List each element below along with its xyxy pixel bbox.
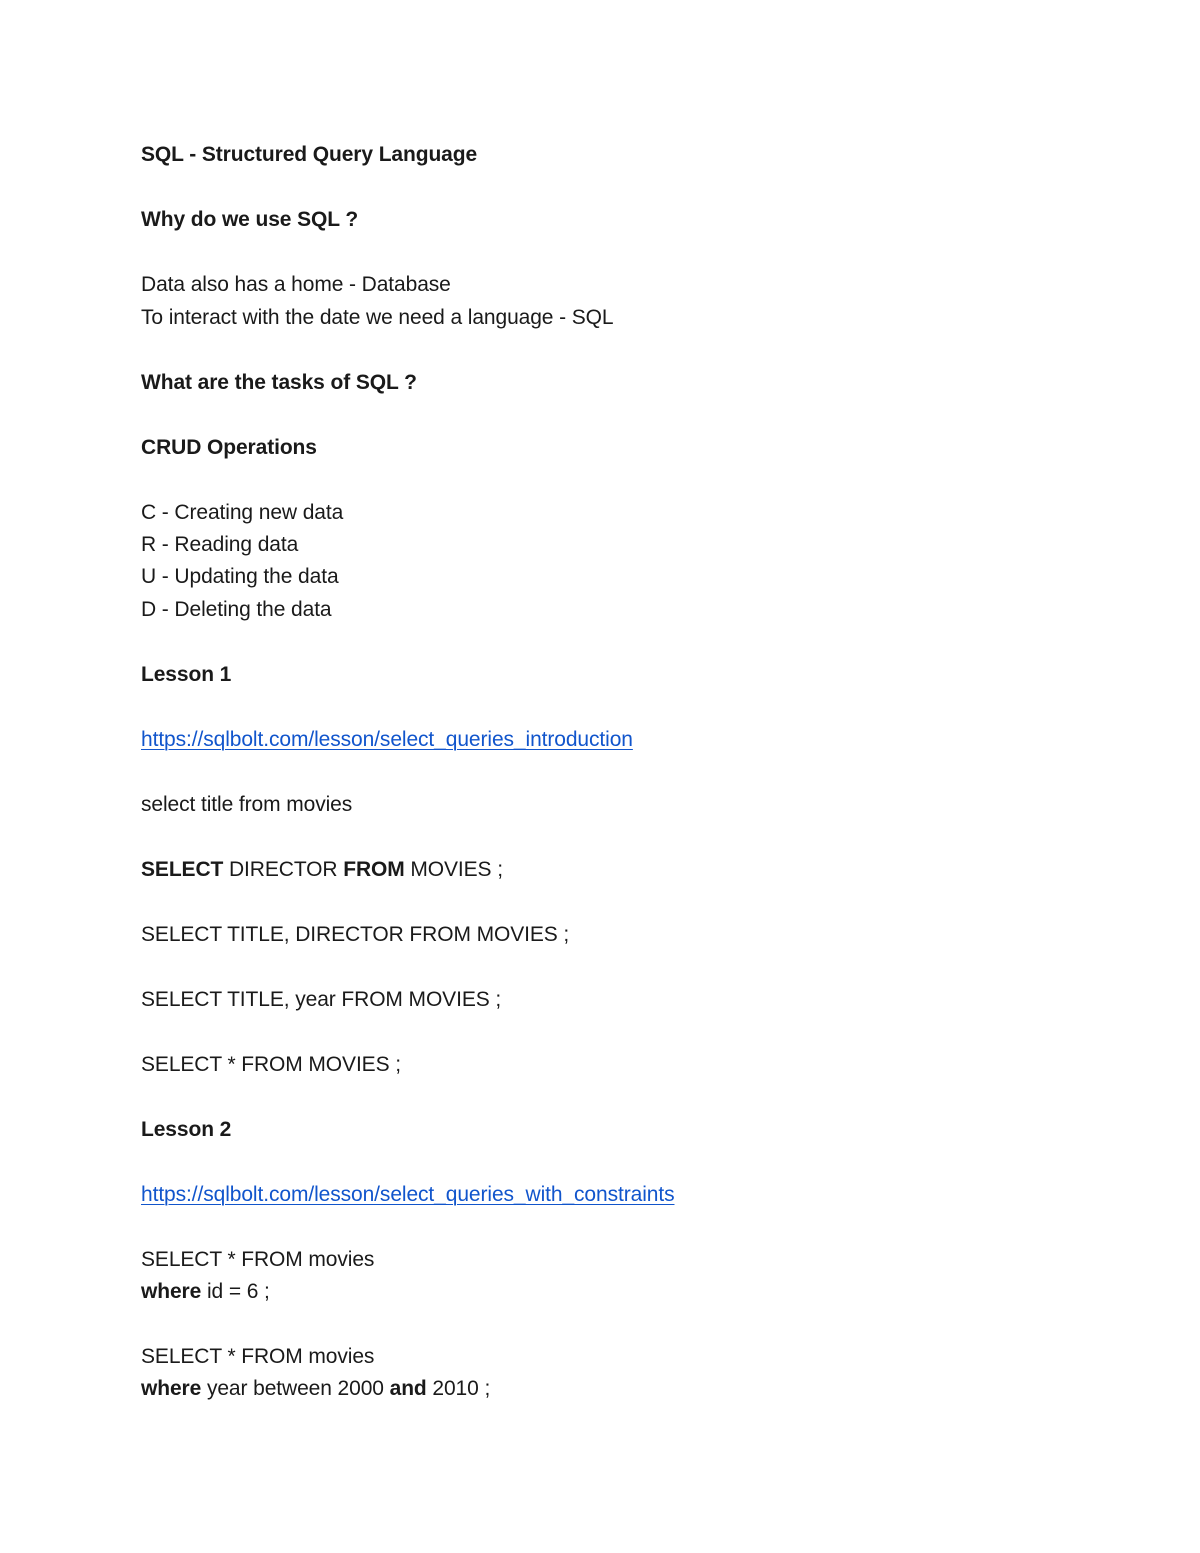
lesson-2-query-1-line-1: SELECT * FROM movies: [141, 1248, 375, 1271]
lesson-2-query-2-line-2: [141, 1376, 490, 1402]
lesson-1-query-4: SELECT TITLE, year FROM MOVIES ;: [141, 988, 502, 1011]
crud-item-update: U - Updating the data: [141, 565, 339, 588]
query-text: year between 2000: [201, 1377, 390, 1400]
lesson-2-query-2-line-1: SELECT * FROM movies: [141, 1345, 375, 1368]
lesson-1-query-5: SELECT * FROM MOVIES ;: [141, 1053, 401, 1076]
keyword-where: where: [141, 1280, 202, 1303]
keyword-where: where: [141, 1377, 202, 1400]
keyword-and: and: [389, 1377, 427, 1400]
lesson-1-link[interactable]: https://sqlbolt.com/lesson/select_queries_introduction: [141, 728, 633, 751]
query-text: MOVIES ;: [404, 858, 503, 881]
lesson-1-query-1: select title from movies: [141, 793, 353, 816]
crud-item-delete: D - Deleting the data: [141, 598, 332, 621]
tasks-heading: What are the tasks of SQL ?: [141, 371, 417, 394]
lesson-1-query-2: [141, 857, 503, 883]
lesson-2-query-1-line-2: [141, 1279, 270, 1305]
lesson-1-query-3: SELECT TITLE, DIRECTOR FROM MOVIES ;: [141, 923, 570, 946]
lesson-1-heading: Lesson 1: [141, 663, 232, 686]
query-text: id = 6 ;: [201, 1280, 270, 1303]
why-heading: Why do we use SQL ?: [141, 208, 359, 231]
crud-heading: CRUD Operations: [141, 436, 317, 459]
query-text: 2010 ;: [426, 1377, 491, 1400]
crud-item-create: C - Creating new data: [141, 501, 344, 524]
why-line-1: Data also has a home - Database: [141, 273, 451, 296]
crud-item-read: R - Reading data: [141, 533, 299, 556]
lesson-2-link[interactable]: https://sqlbolt.com/lesson/select_queries_with_constraints: [141, 1183, 675, 1206]
query-text: DIRECTOR: [223, 858, 344, 881]
why-line-2: To interact with the date we need a language - SQL: [141, 306, 614, 329]
keyword-from: FROM: [343, 858, 405, 881]
keyword-select: SELECT: [141, 858, 224, 881]
lesson-2-heading: Lesson 2: [141, 1118, 232, 1141]
doc-title: SQL - Structured Query Language: [141, 143, 478, 166]
